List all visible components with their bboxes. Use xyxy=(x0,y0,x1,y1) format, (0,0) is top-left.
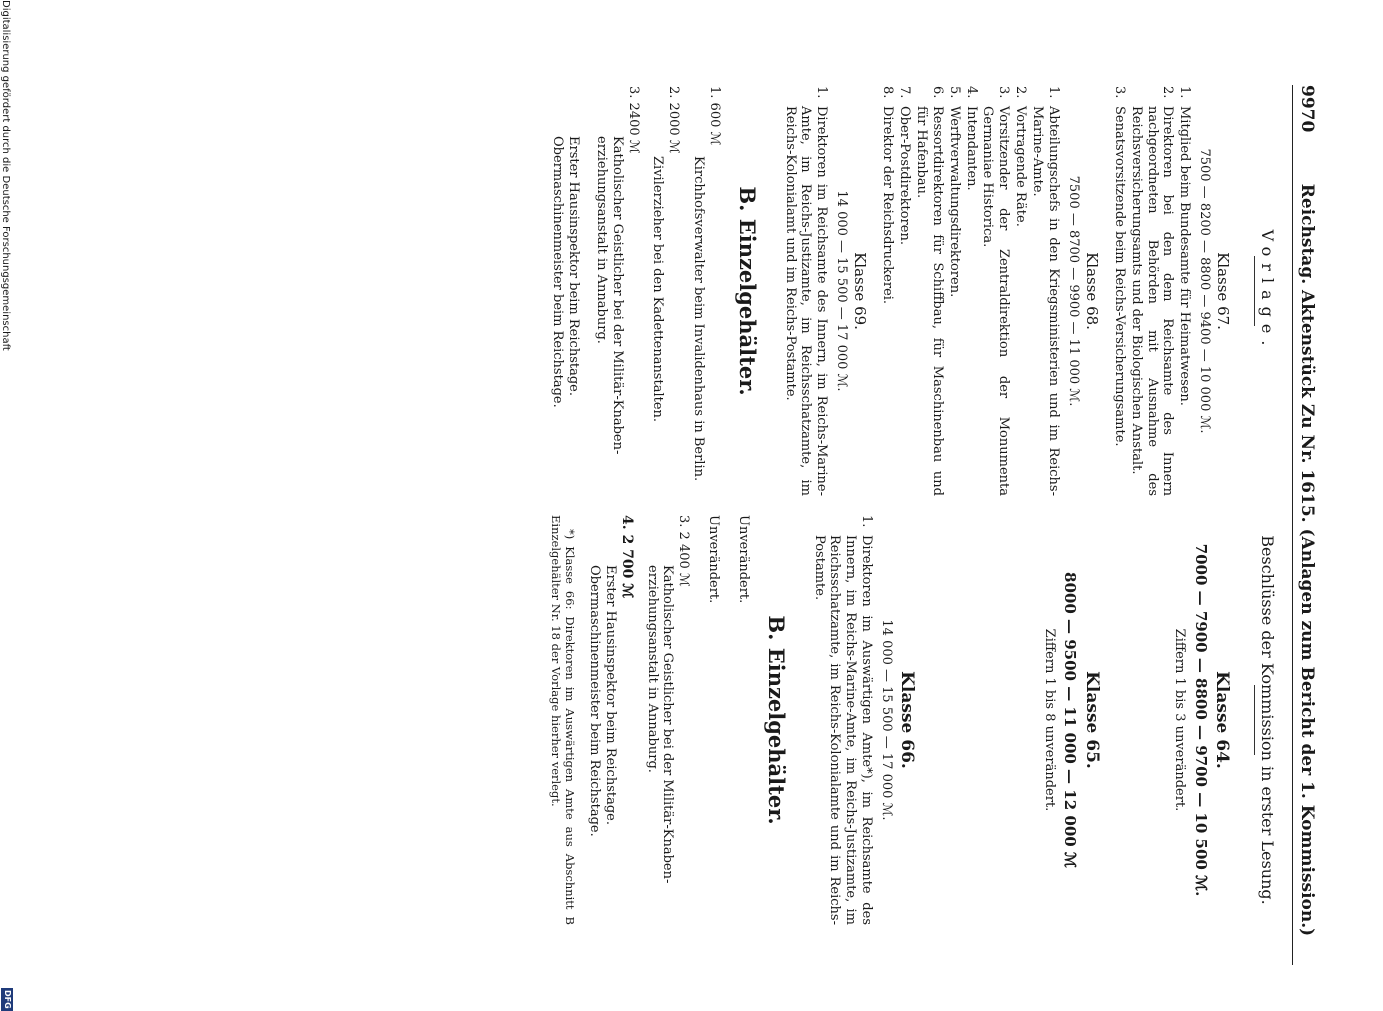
heading-underline xyxy=(1254,256,1255,326)
einzelgehalt-amount: 2. 2000 ℳ xyxy=(666,86,682,154)
klasse-64-note: Ziffern 1 bis 3 unverändert. xyxy=(1172,628,1188,812)
item-number: 1. xyxy=(814,86,830,99)
einzelgehalt-item xyxy=(549,86,640,496)
item-text: Vortragende Räte. xyxy=(1013,106,1029,227)
klasse-66-title: Klasse 66. xyxy=(896,671,917,769)
list-item xyxy=(879,86,895,496)
klasse-67-salary: 7500 — 8200 — 8800 — 9400 — 10 000 ℳ. xyxy=(1197,148,1213,434)
list-item xyxy=(980,86,1012,496)
einzelgehalt-amount: 1. 600 ℳ xyxy=(707,86,723,146)
item-text: Intendanten. xyxy=(963,106,979,191)
klasse-66-list xyxy=(811,515,874,925)
column-beschluesse xyxy=(549,515,1277,925)
item-number: 3. xyxy=(996,86,1012,99)
einzelgehalt-item xyxy=(650,86,682,496)
einzelgehalt-desc: Erster Hausinspektor beim Reichstage. xyxy=(566,136,582,396)
item-number: 2. xyxy=(1160,86,1176,99)
klasse-66-salary: 14 000 — 15 500 — 17 000 ℳ. xyxy=(878,619,894,821)
unchanged-note: Unverändert. xyxy=(736,515,752,604)
credit-text: Digitalisierung gefördert durch die Deutsche Forschungsgemeinschaft xyxy=(0,0,11,351)
item-text: Direktor der Reichsdruckerei. xyxy=(880,106,896,305)
item-number: 8. xyxy=(880,86,896,99)
list-item xyxy=(1029,86,1061,496)
footnote: *) Klasse 66: Direktoren im Auswärtigen Amte aus Abschnitt B Einzelgehälter Nr. 18 der Vorlage hierher verlegt. xyxy=(548,515,577,925)
item-text: Mitglied beim Bundesamte für Heimatwesen. xyxy=(1177,106,1193,406)
einzelgehalt-desc: Obermaschinenmeister beim Reichstage. xyxy=(586,565,602,837)
item-number: 2. xyxy=(1013,86,1029,99)
klasse-67-title: Klasse 67. xyxy=(1214,252,1233,330)
klasse-67-list xyxy=(1111,86,1192,496)
item-text: Direktoren im Auswärtigen Amte*), im Reichsamte des Innern, im Reichs-Marine-Amte, im Reichs-Justizamte, im Reichsschatzamte, im Reichs-Kolonialamte und im Reichs-Postamte. xyxy=(811,535,875,925)
klasse-68-title: Klasse 68. xyxy=(1083,252,1102,330)
list-item xyxy=(1176,86,1192,496)
item-number: 7. xyxy=(897,86,913,99)
item-text: Senatsvorsitzende beim Reichs-Versicherungsamte. xyxy=(1111,106,1127,447)
einzelgehalt-amount: 3. 2400 ℳ xyxy=(625,86,641,154)
list-item xyxy=(963,86,979,496)
page-number: 9970 xyxy=(1297,85,1317,133)
einzelgehalt-desc: Erster Hausinspektor beim Reichstage. xyxy=(602,565,618,825)
item-text: Ober-Postdirektoren. xyxy=(897,106,913,245)
item-text: Werftverwaltungsdirektoren. xyxy=(946,106,962,298)
column-heading-vorlage xyxy=(1254,86,1277,496)
einzelgehalt-item xyxy=(586,515,635,925)
item-number: 5. xyxy=(946,86,962,99)
column-heading-beschluesse xyxy=(1254,515,1277,925)
list-item xyxy=(811,515,874,925)
section-b-title: B. Einzelgehälter. xyxy=(763,615,789,825)
item-number: 1. xyxy=(859,515,875,528)
einzelgehalt-amount: 3. 2 400 ℳ xyxy=(676,515,692,587)
list-item xyxy=(782,86,830,496)
einzelgehalt-desc: Katholischer Geistlicher bei der Militär-Knaben-erziehungsanstalt in Annaburg. xyxy=(593,136,625,455)
item-text: Ressortdirektoren für Schiffbau, für Maschinenbau und für Hafenbau. xyxy=(914,106,945,496)
einzelgehalt-item xyxy=(690,86,722,496)
klasse-65-note: Ziffern 1 bis 8 unverändert. xyxy=(1041,628,1057,812)
einzelgehalt-desc: Zivilerzieher bei den Kadettenanstalten. xyxy=(650,156,666,423)
item-number: 1. xyxy=(1177,86,1193,99)
item-text: Abteilungschefs in den Kriegsministerien und im Reichs-Marine-Amte. xyxy=(1030,106,1061,496)
klasse-65-salary: 8000 — 9500 — 11 000 — 12 000 ℳ xyxy=(1060,572,1079,868)
klasse-64-salary: 7000 — 7900 — 8800 — 9700 — 10 500 ℳ. xyxy=(1191,543,1210,897)
item-number: 6. xyxy=(929,86,945,99)
page-title: Reichstag. Aktenstück Zu Nr. 1615. (Anlagen zum Bericht der 1. Kommission.) xyxy=(1297,183,1317,937)
digitization-credit xyxy=(0,0,12,1009)
item-number: 4. xyxy=(963,86,979,99)
list-item xyxy=(1128,86,1176,496)
item-text: Direktoren im Reichsamte des Innern, im Reichs-Marine-Amte, im Reichs-Justizamte, im Reichsschatzamte, im Reichs-Kolonialamt und im Reichs-Postamte. xyxy=(782,106,830,496)
einzelgehalt-desc: Kirchhofsverwalter beim Invalidenhaus in Berlin. xyxy=(691,156,707,482)
column-heading-text: Beschlüsse der Kommission in erster Lesung. xyxy=(1258,535,1277,905)
klasse-69-salary: 14 000 — 15 500 — 17 000 ℳ. xyxy=(834,190,850,392)
item-text: Direktoren bei den dem Reichsamte des Innern nachgeordneten Behörden mit Ausnahme des Reichsversicherungsamts und der Biologischen Anstalt. xyxy=(1128,106,1176,496)
list-item xyxy=(946,86,962,496)
klasse-68-salary: 7500 — 8700 — 9900 — 11 000 ℳ. xyxy=(1065,175,1081,407)
item-number: 1. xyxy=(1045,86,1061,99)
section-b-title: B. Einzelgehälter. xyxy=(734,186,760,396)
einzelgehalt-item xyxy=(644,515,692,925)
column-heading-text: Vorlage. xyxy=(1258,229,1277,353)
list-item xyxy=(896,86,912,496)
klasse-68-list xyxy=(879,86,1060,496)
klasse-65-title: Klasse 65. xyxy=(1081,671,1102,769)
einzelgehalt-desc: Katholischer Geistlicher bei der Militär-Knaben-erziehungsanstalt in Annaburg. xyxy=(644,565,676,884)
unchanged-note: Unverändert. xyxy=(706,515,722,604)
page-header xyxy=(1292,85,1317,965)
column-vorlage xyxy=(540,86,1277,496)
klasse-69-title: Klasse 69. xyxy=(851,252,870,330)
list-item xyxy=(913,86,945,496)
klasse-64-title: Klasse 64. xyxy=(1212,671,1233,769)
einzelgehalt-amount: 4. 2 700 ℳ xyxy=(618,515,635,599)
dfg-logo: DFG xyxy=(3,990,12,1009)
einzelgehalt-desc: Obermaschinenmeister beim Reichstage. xyxy=(550,136,566,408)
list-item xyxy=(1012,86,1028,496)
heading-underline xyxy=(1254,685,1255,755)
klasse-69-list xyxy=(782,86,830,496)
item-number: 3. xyxy=(1111,86,1127,99)
item-text: Vorsitzender der Zentraldirektion der Monumenta Germaniae Historica. xyxy=(980,106,1012,496)
list-item xyxy=(1111,86,1127,496)
